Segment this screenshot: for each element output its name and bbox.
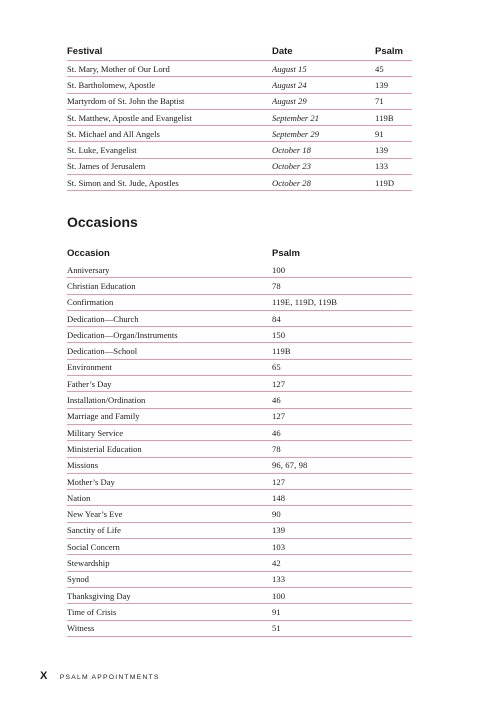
festival-psalm: 139 xyxy=(375,77,412,93)
occasion-row xyxy=(67,408,412,424)
occasion-psalm: 139 xyxy=(272,522,412,538)
festival-date: September 21 xyxy=(272,109,375,125)
occasion-name: Installation/Ordination xyxy=(67,392,272,408)
occasion-row xyxy=(67,392,412,408)
festivals-section xyxy=(67,42,412,191)
occasion-psalm: 119E, 119D, 119B xyxy=(272,294,412,310)
page-footer xyxy=(40,666,160,684)
festival-date: October 18 xyxy=(272,142,375,158)
occasion-psalm: 46 xyxy=(272,424,412,440)
occasion-name: Dedication—Church xyxy=(67,310,272,326)
festival-name: St. Michael and All Angels xyxy=(67,126,272,142)
occasion-name: Stewardship xyxy=(67,555,272,571)
occasion-name: Christian Education xyxy=(67,278,272,294)
festival-name: St. Matthew, Apostle and Evangelist xyxy=(67,109,272,125)
occasion-row xyxy=(67,441,412,457)
festival-row xyxy=(67,142,412,158)
occasion-psalm: 119B xyxy=(272,343,412,359)
occasion-psalm: 127 xyxy=(272,408,412,424)
occasion-name: Mother’s Day xyxy=(67,473,272,489)
festival-row xyxy=(67,61,412,77)
occasion-name: New Year’s Eve xyxy=(67,506,272,522)
festivals-header-row xyxy=(67,42,412,61)
occasion-psalm: 96, 67, 98 xyxy=(272,457,412,473)
festival-name: St. Luke, Evangelist xyxy=(67,142,272,158)
occasion-name: Thanksgiving Day xyxy=(67,587,272,603)
occasion-name: Dedication—Organ/Instruments xyxy=(67,327,272,343)
occasion-psalm: 51 xyxy=(272,620,412,636)
festival-psalm: 139 xyxy=(375,142,412,158)
festival-date: September 29 xyxy=(272,126,375,142)
occasion-row xyxy=(67,490,412,506)
occasion-psalm: 84 xyxy=(272,310,412,326)
occasions-section xyxy=(67,244,412,637)
occasion-row xyxy=(67,620,412,636)
festival-column-header: Festival xyxy=(67,42,272,61)
occasion-psalm: 127 xyxy=(272,473,412,489)
festival-row xyxy=(67,77,412,93)
occasion-psalm: 150 xyxy=(272,327,412,343)
occasion-name: Confirmation xyxy=(67,294,272,310)
festival-name: St. Simon and St. Jude, Apostles xyxy=(67,175,272,191)
festival-row xyxy=(67,158,412,174)
occasion-row xyxy=(67,376,412,392)
occasion-name: Dedication—School xyxy=(67,343,272,359)
occasions-table xyxy=(67,244,412,637)
occasion-name: Ministerial Education xyxy=(67,441,272,457)
occasion-row xyxy=(67,539,412,555)
occasion-row xyxy=(67,604,412,620)
occasion-name: Nation xyxy=(67,490,272,506)
festival-psalm: 71 xyxy=(375,93,412,109)
occasion-row xyxy=(67,310,412,326)
festival-row xyxy=(67,175,412,191)
festival-date: August 15 xyxy=(272,61,375,77)
occasion-psalm: 127 xyxy=(272,376,412,392)
occasion-psalm: 78 xyxy=(272,441,412,457)
occasion-psalm: 90 xyxy=(272,506,412,522)
occasion-psalm: 103 xyxy=(272,539,412,555)
occasion-name: Social Concern xyxy=(67,539,272,555)
festival-row xyxy=(67,109,412,125)
occasion-psalm: 91 xyxy=(272,604,412,620)
festival-date: August 29 xyxy=(272,93,375,109)
occasion-name: Marriage and Family xyxy=(67,408,272,424)
occasion-row xyxy=(67,278,412,294)
occasion-name: Military Service xyxy=(67,424,272,440)
festivals-table xyxy=(67,42,412,191)
date-column-header: Date xyxy=(272,42,375,61)
occasion-psalm: 100 xyxy=(272,262,412,278)
occasions-header-row xyxy=(67,244,412,262)
occasion-name: Sanctity of Life xyxy=(67,522,272,538)
occasion-row xyxy=(67,262,412,278)
occasion-row xyxy=(67,522,412,538)
occasion-name: Environment xyxy=(67,359,272,375)
festival-name: St. Bartholomew, Apostle xyxy=(67,77,272,93)
occasion-row xyxy=(67,506,412,522)
occasion-name: Missions xyxy=(67,457,272,473)
occasion-row xyxy=(67,294,412,310)
occasion-row xyxy=(67,327,412,343)
festival-date: October 23 xyxy=(272,158,375,174)
occasion-name: Anniversary xyxy=(67,262,272,278)
occasion-psalm: 42 xyxy=(272,555,412,571)
festival-psalm: 91 xyxy=(375,126,412,142)
festival-row xyxy=(67,126,412,142)
occasion-row xyxy=(67,424,412,440)
psalm-column-header: Psalm xyxy=(272,247,300,259)
occasion-psalm: 78 xyxy=(272,278,412,294)
occasion-row xyxy=(67,587,412,603)
occasion-row xyxy=(67,457,412,473)
festival-name: Martyrdom of St. John the Baptist xyxy=(67,93,272,109)
festival-name: St. Mary, Mother of Our Lord xyxy=(67,61,272,77)
festival-psalm: 45 xyxy=(375,61,412,77)
occasion-psalm: 100 xyxy=(272,587,412,603)
occasion-psalm: 133 xyxy=(272,571,412,587)
occasion-row xyxy=(67,555,412,571)
festival-date: October 28 xyxy=(272,175,375,191)
festival-date: August 24 xyxy=(272,77,375,93)
psalm-column-header: Psalm xyxy=(375,42,412,61)
occasion-psalm: 148 xyxy=(272,490,412,506)
festival-psalm: 119B xyxy=(375,109,412,125)
occasion-row xyxy=(67,571,412,587)
festival-row xyxy=(67,93,412,109)
occasion-psalm: 65 xyxy=(272,359,412,375)
occasion-name: Father’s Day xyxy=(67,376,272,392)
occasion-name: Synod xyxy=(67,571,272,587)
occasions-title: Occasions xyxy=(67,214,138,230)
occasion-row xyxy=(67,359,412,375)
festival-name: St. James of Jerusalem xyxy=(67,158,272,174)
occasion-name: Time of Crisis xyxy=(67,604,272,620)
running-title: PSALM APPOINTMENTS xyxy=(59,674,160,681)
occasion-row xyxy=(67,343,412,359)
page-number: X xyxy=(40,670,48,682)
occasion-name: Witness xyxy=(67,620,272,636)
occasion-column-header: Occasion xyxy=(67,247,110,259)
occasion-psalm: 46 xyxy=(272,392,412,408)
festival-psalm: 119D xyxy=(375,175,412,191)
occasion-row xyxy=(67,473,412,489)
festival-psalm: 133 xyxy=(375,158,412,174)
